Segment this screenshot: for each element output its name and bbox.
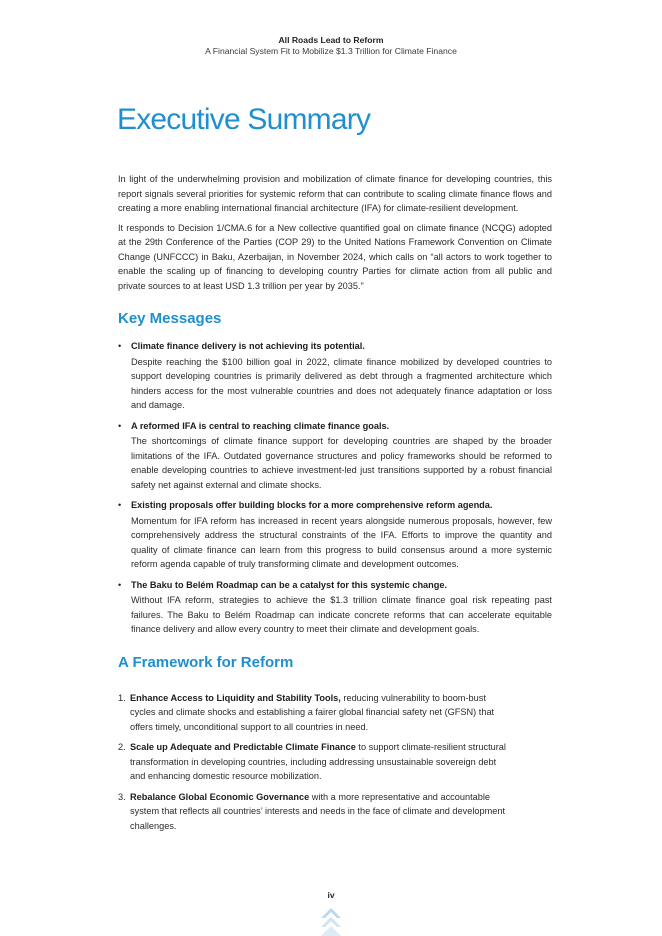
running-header [0,35,662,57]
bullet-icon: • [118,420,122,431]
list-item [118,339,552,413]
framework-item-text: to support climate-resilient structural transformation in developing countries, including addressing unsustainable sovereign debt and enhancing domestic resource mobilization. [130,742,506,781]
list-item [118,691,513,735]
report-subtitle: A Financial System Fit to Mobilize $1.3 Trillion for Climate Finance [205,46,457,56]
framework-item-lead: Enhance Access to Liquidity and Stability Tools, [130,692,341,703]
chevron-up-icon [318,906,344,936]
bullet-icon: • [118,579,122,590]
framework-item-lead: Rebalance Global Economic Governance [130,791,310,802]
page-number: iv [327,890,335,900]
key-message-text: Momentum for IFA reform has increased in recent years alongside numerous proposals, however, few comprehensively address the structural constraints of the IFA. Efforts to improve the quantity and quality of climate finance can learn from this progress to build consensus around a more systemic reform agenda capable of truly transforming climate and development outcomes. [131,515,552,569]
intro-paragraph: It responds to Decision 1/CMA.6 for a New collective quantified goal on climate finance (NCQG) adopted at the 29th Conference of the Parties (COP 29) to the United Nations Framework Convention on Climate Change (UNFCCC) in Baku, Azerbaijan, in November 2024, which calls on “all actors to work together to enable the scaling up of financing to developing country Parties for climate action from all public and private sources to at least USD 1.3 trillion per year by 2035.” [118,222,552,291]
framework-section [118,653,552,834]
framework-item-text: reducing vulnerability to boom-bust cycles and climate shocks and establishing a fairer global financial safety net (GFSN) that offers timely, unconditional support to all countries in need. [130,692,495,732]
report-title: All Roads Lead to Reform [278,35,384,45]
bullet-icon: • [118,500,122,510]
item-number: 3. [118,791,126,802]
framework-item-text: with a more representative and accountable system that reflects all countries’ interests and needs in the face of climate and development challenges. [130,791,506,831]
key-message-text: Despite reaching the $100 billion goal in 2022, climate finance mobilized by developed countries to support developing countries is primarily delivered as debt through a fragmented architecture which hinders access for the most vulnerable countries and does not adequately finance adaptation or loss and damage. [131,356,552,410]
key-message-text: Without IFA reform, strategies to achieve the $1.3 trillion climate finance goal risk repeating past failures. The Baku to Belém Roadmap can indicate concrete reforms that can accelerate equitable finance delivery and allow every country to meet their climate and development goals. [131,595,552,634]
main-content [118,172,552,839]
item-number: 1. [118,692,126,703]
item-number: 2. [118,742,126,752]
framework-item-lead: Scale up Adequate and Predictable Climate Finance [130,742,356,752]
list-item [118,498,552,572]
key-message-title: Existing proposals offer building blocks for a more comprehensive reform agenda. [131,500,493,510]
key-messages-list [118,339,552,637]
list-item [118,578,552,637]
page-title: Executive Summary [117,103,371,136]
key-message-text: The shortcomings of climate finance support for developing countries are shaped by the broader limitations of the IFA. Outdated governance structures and policy frameworks should be reformed to enable developing countries to achieve investment-led just transitions supported by a robust financial safety net against external and climate shocks. [131,436,552,490]
key-message-title: Climate finance delivery is not achieving its potential. [131,341,365,351]
intro-paragraph: In light of the underwhelming provision and mobilization of climate finance for developing countries, this report signals several priorities for systemic reform that can contribute to scaling climate finance flows and creating a more enabling international financial architecture (IFA) for climate-resilient development. [118,174,552,213]
list-item [118,419,552,493]
framework-heading: A Framework for Reform [118,653,294,671]
bullet-icon: • [118,341,122,351]
key-message-title: The Baku to Belém Roadmap can be a catalyst for this systemic change. [131,579,448,590]
key-message-title: A reformed IFA is central to reaching climate finance goals. [131,420,390,431]
list-item [118,740,513,784]
list-item [118,790,513,834]
key-messages-heading: Key Messages [118,310,222,327]
framework-list [118,691,513,834]
